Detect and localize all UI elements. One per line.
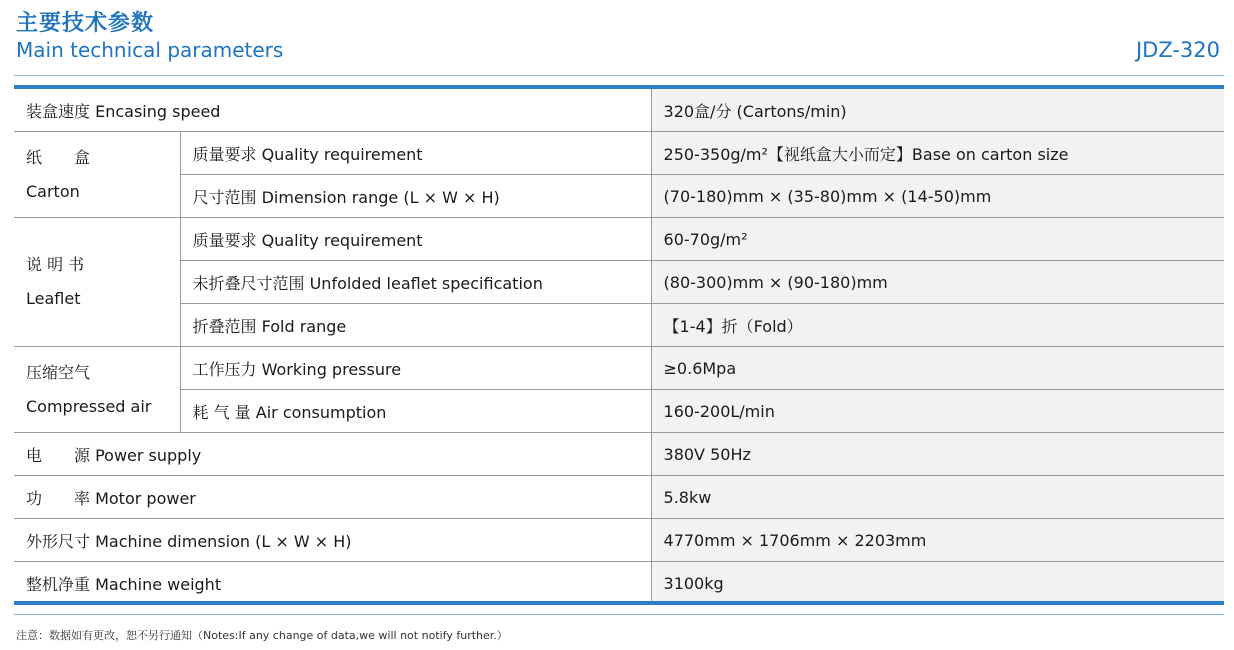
table-row (14, 476, 1224, 519)
footer-divider (14, 614, 1224, 615)
spec-value: 5.8kw (651, 476, 1224, 519)
table-row (14, 132, 1224, 175)
table-row (14, 218, 1224, 261)
spec-value: 320盒/分 (Cartons/min) (651, 89, 1224, 132)
spec-label: 质量要求 Quality requirement (180, 218, 651, 261)
table-bottom-rule (14, 601, 1224, 605)
spec-label: 电 源 Power supply (14, 433, 651, 476)
spec-value: 60-70g/m² (651, 218, 1224, 261)
group-label-en: Leaflet (26, 289, 81, 308)
group-leaflet (14, 218, 180, 347)
spec-value: 【1-4】折（Fold） (651, 304, 1224, 347)
group-label-cn: 说 明 书 (26, 255, 85, 274)
group-carton (14, 132, 180, 218)
spec-label: 尺寸范围 Dimension range (L × W × H) (180, 175, 651, 218)
spec-label: 外形尺寸 Machine dimension (L × W × H) (14, 519, 651, 562)
header-divider (14, 75, 1224, 76)
table-row (14, 390, 1224, 433)
spec-value: (70-180)mm × (35-80)mm × (14-50)mm (651, 175, 1224, 218)
spec-value: (80-300)mm × (90-180)mm (651, 261, 1224, 304)
table-row (14, 347, 1224, 390)
group-compressed-air (14, 347, 180, 433)
table-row (14, 433, 1224, 476)
table-row (14, 89, 1224, 132)
page-title-en: Main technical parameters (16, 38, 284, 62)
table-row (14, 562, 1224, 605)
spec-value: 380V 50Hz (651, 433, 1224, 476)
spec-label: 整机净重 Machine weight (26, 574, 222, 594)
spec-label: 质量要求 Quality requirement (180, 132, 651, 175)
spec-label: 装盒速度 Encasing speed (14, 89, 651, 132)
model-number: JDZ-320 (1135, 38, 1220, 62)
spec-value: ≥0.6Mpa (651, 347, 1224, 390)
group-label-en: Compressed air (26, 396, 152, 416)
group-label-cn: 压缩空气 (26, 362, 91, 382)
spec-label: 工作压力 Working pressure (180, 347, 651, 390)
page-title-cn: 主要技术参数 (16, 11, 155, 36)
spec-label: 未折叠尺寸范围 Unfolded leaflet specification (180, 261, 651, 304)
spec-value: 3100kg (651, 562, 1224, 605)
group-label-cn: 纸 盒 (26, 147, 91, 167)
spec-value: 250-350g/m²【视纸盒大小而定】Base on carton size (651, 132, 1224, 175)
table-row (14, 261, 1224, 304)
spec-label: 耗 气 量 Air consumption (180, 390, 651, 433)
spec-value: 4770mm × 1706mm × 2203mm (651, 519, 1224, 562)
spec-label: 功 率 Motor power (14, 476, 651, 519)
table-row (14, 519, 1224, 562)
footer-note: 注意：数据如有更改，恕不另行通知（Notes:If any change of data,we will not notify further.） (16, 629, 508, 642)
spec-table (14, 89, 1224, 604)
table-row (14, 175, 1224, 218)
spec-value: 160-200L/min (651, 390, 1224, 433)
table-row (14, 304, 1224, 347)
spec-label: 折叠范围 Fold range (180, 304, 651, 347)
group-label-en: Carton (26, 181, 80, 201)
